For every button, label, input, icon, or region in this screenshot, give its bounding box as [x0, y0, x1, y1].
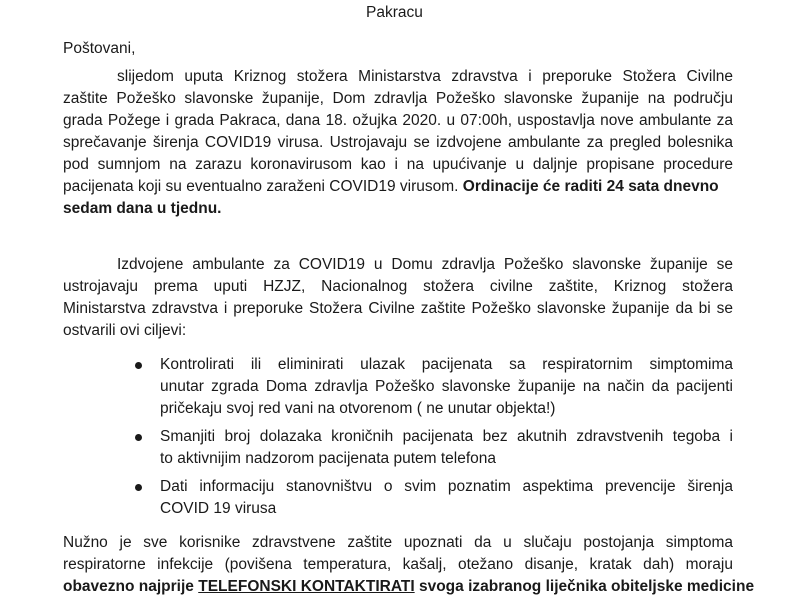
paragraph-1-bold: Ordinacije će raditi 24 sata dnevno [462, 178, 719, 195]
bullet-icon [135, 484, 142, 491]
bullet-icon [135, 362, 142, 369]
bullet-icon [135, 434, 142, 441]
paragraph-3-bold: svoga izabranog liječnika obiteljske medicine [418, 578, 755, 595]
paragraph-3-line-mixed [63, 576, 754, 598]
bullet-line: to aktivnijim nadzorom pacijenata putem telefona [160, 450, 497, 467]
bullet-line: pričekaju svoj red vani na otvorenom ( ne unutar objekta!) [160, 400, 556, 417]
paragraph-2-line: Ministarstva zdravstva i preporuke Stožera Civilne zaštite Požeško slavonske županije da bi se [63, 300, 733, 317]
paragraph-1-line-mixed [63, 176, 733, 198]
paragraph-1-line: slijedom uputa Kriznog stožera Ministarstva zdravstva i preporuke Stožera Civilne [117, 68, 733, 85]
paragraph-1-line: pod sumnjom na zarazu koronavirusom kao i na upućivanje u daljnje propisane procedure [63, 156, 733, 173]
bullet-line: unutar zgrada Doma zdravlja Požeško slavonske županije na način da pacijenti [160, 378, 733, 395]
header-location: Pakracu [366, 4, 423, 21]
paragraph-1-bold-line: sedam dana u tjednu. [63, 200, 222, 217]
paragraph-2-line: Izdvojene ambulante za COVID19 u Domu zdravlja Požeško slavonske županije se [117, 256, 733, 273]
paragraph-2-line: ostvarili ovi ciljevi: [63, 322, 187, 339]
bullet-line: Dati informaciju stanovništvu o svim poznatim aspektima prevencije širenja [160, 478, 733, 495]
paragraph-1-line: zaštite Požeško slavonske županije, Dom zdravlja Požeško slavonske županije na području [63, 90, 733, 107]
paragraph-3-line: Nužno je sve korisnike zdravstvene zaštite upoznati da u slučaju postojanja simptoma [63, 534, 733, 551]
paragraph-1-text: pacijenata koji su eventualno zaraženi COVID19 virusom. [63, 178, 459, 195]
salutation: Poštovani, [63, 40, 136, 57]
bullet-line: Smanjiti broj dolazaka kroničnih pacijenata bez akutnih zdravstvenih tegoba i [160, 428, 733, 445]
paragraph-1-line: sprečavanje širenja COVID19 virusa. Ustrojavaju se izdvojene ambulante za pregled bolesnika [63, 134, 733, 151]
bullet-line: Kontrolirati ili eliminirati ulazak pacijenata sa respiratornim simptomima [160, 356, 733, 373]
telefonski-kontaktirati-emphasis: TELEFONSKI KONTAKTIRATI [198, 578, 415, 595]
paragraph-3-bold: obavezno najprije [63, 578, 194, 595]
paragraph-3-line: respiratorne infekcije (povišena temperatura, kašalj, otežano disanje, kratak dah) moraju [63, 556, 733, 573]
paragraph-1-line: grada Požege i grada Pakraca, dana 18. ožujka 2020. u 07:00h, uspostavlja nove ambulante za [63, 112, 733, 129]
paragraph-2-line: ustrojavaju prema uputi HZJZ, Nacionalnog stožera civilne zaštite, Kriznog stožera [63, 278, 733, 295]
bullet-line: COVID 19 virusa [160, 500, 277, 517]
